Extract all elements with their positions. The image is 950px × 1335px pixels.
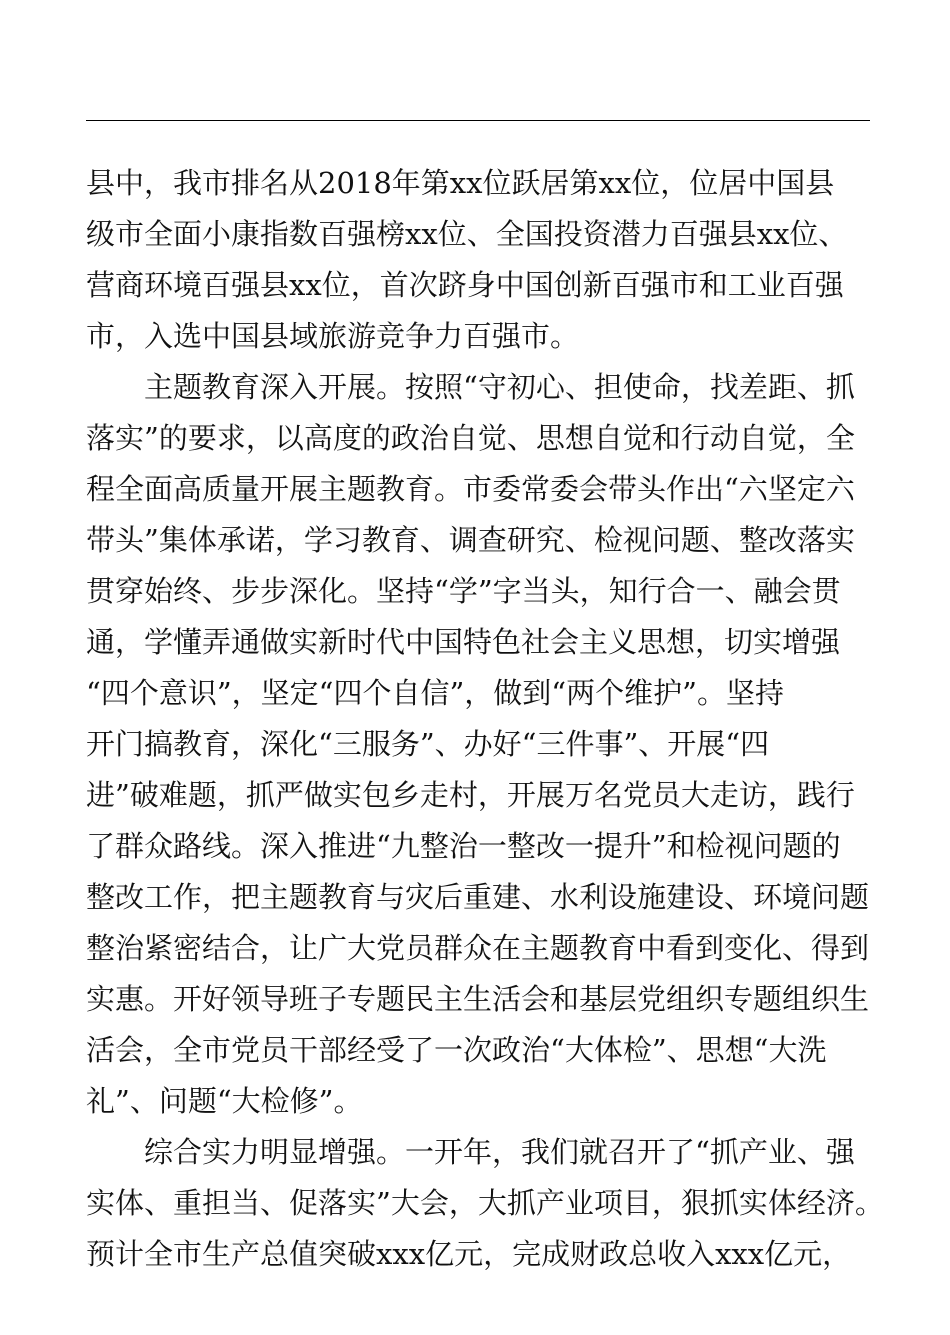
text-line-18: 活会，全市党员干部经受了一次政治“大体检”、思想“大洗 bbox=[86, 1033, 827, 1067]
paragraph-2-first-line: 主题教育深入开展。按照“守初心、担使命，找差距、抓 bbox=[144, 370, 855, 404]
text-line-2: 级市全面小康指数百强榜xx位、全国投资潜力百强县xx位、 bbox=[86, 217, 848, 251]
text-line-16: 整治紧密结合，让广大党员群众在主题教育中看到变化、得到 bbox=[86, 931, 870, 965]
text-line-8: 带头”集体承诺，学习教育、调查研究、检视问题、整改落实 bbox=[86, 523, 855, 557]
text-line-22: 预计全市生产总值突破xxx亿元，完成财政总收入xxx亿元， bbox=[86, 1237, 852, 1271]
text-line-4: 市，入选中国县域旅游竞争力百强市。 bbox=[86, 319, 580, 353]
text-line-12: 开门搞教育，深化“三服务”、办好“三件事”、开展“四 bbox=[86, 727, 770, 761]
text-line-10: 通，学懂弄通做实新时代中国特色社会主义思想，切实增强 bbox=[86, 625, 841, 659]
text-line-13: 进”破难题，抓严做实包乡走村，开展万名党员大走访，践行 bbox=[86, 778, 855, 812]
text-line-21: 实体、重担当、促落实”大会，大抓产业项目，狠抓实体经济。 bbox=[86, 1186, 884, 1220]
paragraph-3-first-line: 综合实力明显增强。一开年，我们就召开了“抓产业、强 bbox=[144, 1135, 855, 1169]
text-line-7: 程全面高质量开展主题教育。市委常委会带头作出“六坚定六 bbox=[86, 472, 855, 506]
text-line-17: 实惠。开好领导班子专题民主生活会和基层党组织专题组织生 bbox=[86, 982, 870, 1016]
text-line-19: 礼”、问题“大检修”。 bbox=[86, 1084, 363, 1118]
text-line-14: 了群众路线。深入推进“九整治一整改一提升”和检视问题的 bbox=[86, 829, 841, 863]
text-line-15: 整改工作，把主题教育与灾后重建、水利设施建设、环境问题 bbox=[86, 880, 870, 914]
text-line-6: 落实”的要求，以高度的政治自觉、思想自觉和行动自觉，全 bbox=[86, 421, 855, 455]
header-rule bbox=[86, 120, 870, 121]
text-line-1: 县中，我市排名从2018年第xx位跃居第xx位，位居中国县 bbox=[86, 166, 835, 200]
text-line-3: 营商环境百强县xx位，首次跻身中国创新百强市和工业百强 bbox=[86, 268, 844, 302]
text-line-11: “四个意识”，坚定“四个自信”，做到“两个维护”。坚持 bbox=[86, 676, 784, 710]
text-line-9: 贯穿始终、步步深化。坚持“学”字当头，知行合一、融会贯 bbox=[86, 574, 841, 608]
